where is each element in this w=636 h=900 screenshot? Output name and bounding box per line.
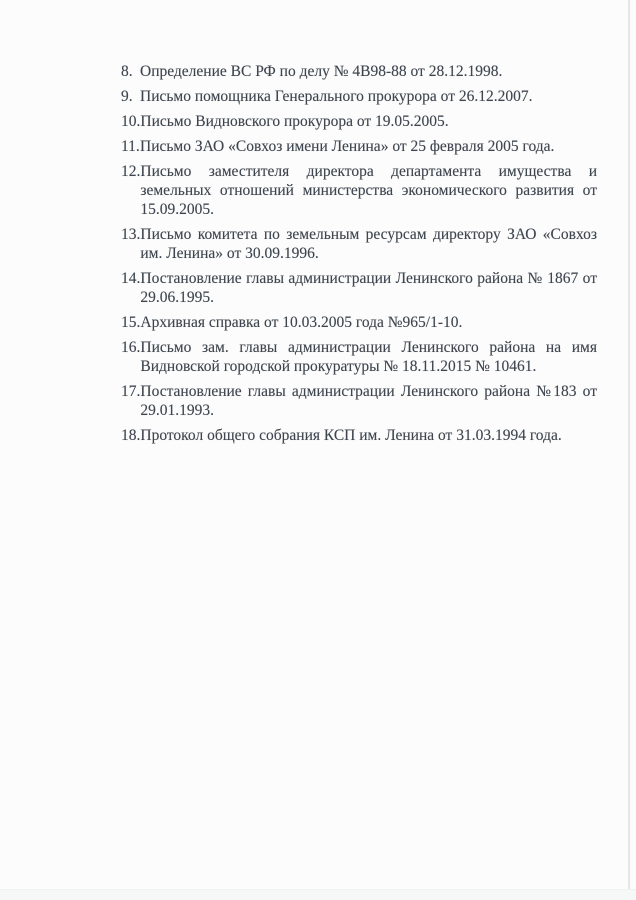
item-number: 10. [121, 113, 141, 130]
item-text: Письмо зам. главы администрации Ленинского района на имя Видновской городской прокуратуры № 18.11.2015 № 10461. [140, 339, 597, 375]
item-number: 11. [121, 138, 140, 155]
item-number: 18. [121, 427, 141, 444]
item-text: Определение ВС РФ по делу № 4В98-88 от 28.12.1998. [140, 63, 503, 80]
item-text: Письмо заместителя директора департамента имущества и земельных отношений министерства экономического развития от 15.09.2005. [140, 163, 597, 218]
list-item [121, 162, 597, 219]
scan-bottom-shadow [0, 889, 636, 900]
list-item [121, 382, 597, 420]
item-number: 15. [121, 314, 141, 331]
item-number: 17. [121, 383, 141, 400]
item-number: 8. [121, 63, 133, 80]
list-item [121, 137, 597, 156]
item-number: 13. [121, 226, 141, 243]
list-item [121, 112, 597, 131]
item-text: Письмо комитета по земельным ресурсам директору ЗАО «Совхоз им. Ленина» от 30.09.1996. [140, 226, 597, 262]
item-number: 14. [121, 270, 141, 287]
list-item [121, 338, 597, 376]
list-item [121, 426, 597, 445]
item-number: 9. [121, 88, 133, 105]
item-text: Письмо ЗАО «Совхоз имени Ленина» от 25 февраля 2005 года. [140, 138, 555, 155]
document-list [121, 62, 597, 451]
list-item [121, 225, 597, 263]
list-item [121, 87, 597, 106]
item-text: Письмо помощника Генерального прокурора от 26.12.2007. [140, 88, 533, 105]
item-number: 16. [121, 339, 141, 356]
item-text: Архивная справка от 10.03.2005 года №965/1-10. [140, 314, 463, 331]
item-text: Постановление главы администрации Ленинского района № 1867 от 29.06.1995. [140, 270, 597, 306]
list-item [121, 62, 597, 81]
item-text: Письмо Видновского прокурора от 19.05.2005. [140, 113, 449, 130]
list-item [121, 313, 597, 332]
item-text: Постановление главы администрации Ленинского района №183 от 29.01.1993. [140, 383, 597, 419]
item-number: 12. [121, 163, 141, 180]
scan-edge-line [628, 0, 630, 890]
item-text: Протокол общего собрания КСП им. Ленина от 31.03.1994 года. [140, 427, 562, 444]
list-item [121, 269, 597, 307]
